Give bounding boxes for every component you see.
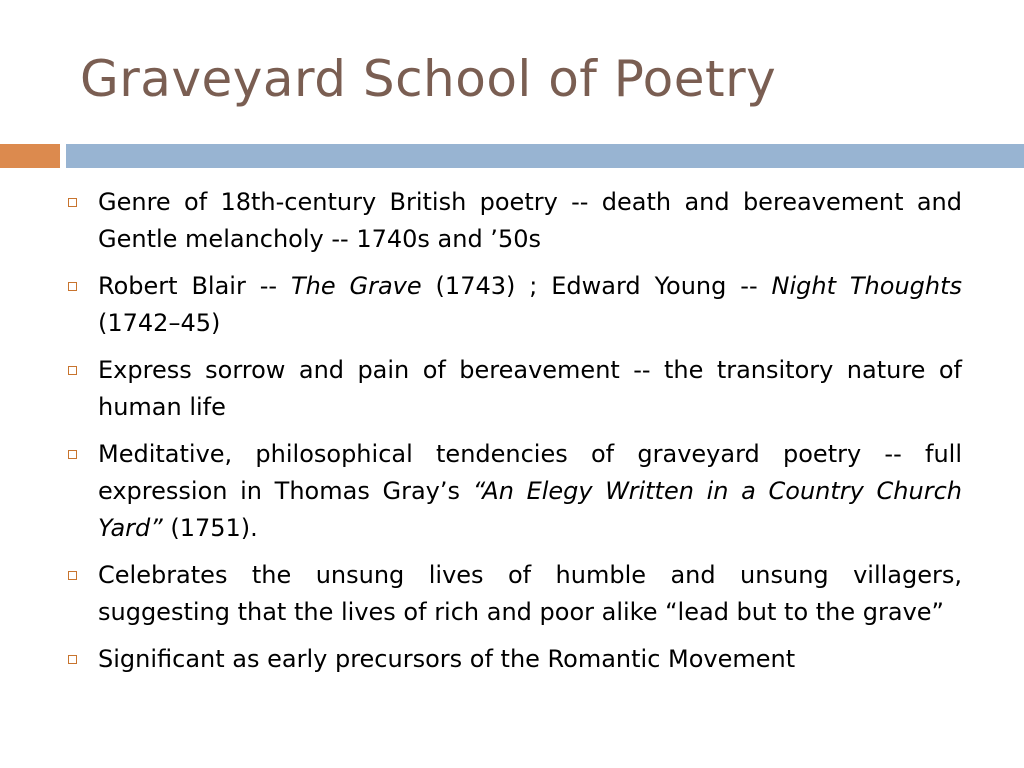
bullet-list	[62, 184, 962, 688]
bullet-text: Genre of 18th-century British poetry -- death and bereavement and Gentle melancholy -- 1740s and ’50s	[98, 188, 962, 253]
bullet-item	[62, 641, 962, 678]
bullet-text: (1751).	[162, 514, 258, 542]
bullet-text-italic: Night Thoughts	[771, 272, 963, 300]
bullet-text: (1742–45)	[98, 309, 221, 337]
square-bullet-icon	[68, 282, 77, 291]
square-bullet-icon	[68, 450, 77, 459]
slide-title: Graveyard School of Poetry	[80, 50, 777, 108]
square-bullet-icon	[68, 655, 77, 664]
accent-bar-blue	[66, 144, 1024, 168]
bullet-item	[62, 184, 962, 258]
bullet-text-italic: “An Elegy Written in a Country Church Yard”	[98, 477, 962, 542]
bullet-item	[62, 268, 962, 342]
bullet-item	[62, 352, 962, 426]
bullet-text: Robert Blair --	[98, 272, 291, 300]
bullet-text: (1743) ; Edward Young --	[421, 272, 772, 300]
bullet-text: Celebrates the unsung lives of humble and unsung villagers, suggesting that the lives of rich and poor alike “lead but to the grave”	[98, 561, 962, 626]
square-bullet-icon	[68, 571, 77, 580]
square-bullet-icon	[68, 198, 77, 207]
bullet-text-italic: The Grave	[290, 272, 422, 300]
bullet-text: Express sorrow and pain of bereavement -- the transitory nature of human life	[98, 356, 962, 421]
accent-bar-orange	[0, 144, 60, 168]
bullet-text: Significant as early precursors of the Romantic Movement	[98, 645, 796, 673]
bullet-item	[62, 436, 962, 547]
bullet-item	[62, 557, 962, 631]
bullet-text: Meditative, philosophical tendencies of graveyard poetry -- full expression in Thomas Gray’s	[98, 440, 962, 505]
square-bullet-icon	[68, 366, 77, 375]
